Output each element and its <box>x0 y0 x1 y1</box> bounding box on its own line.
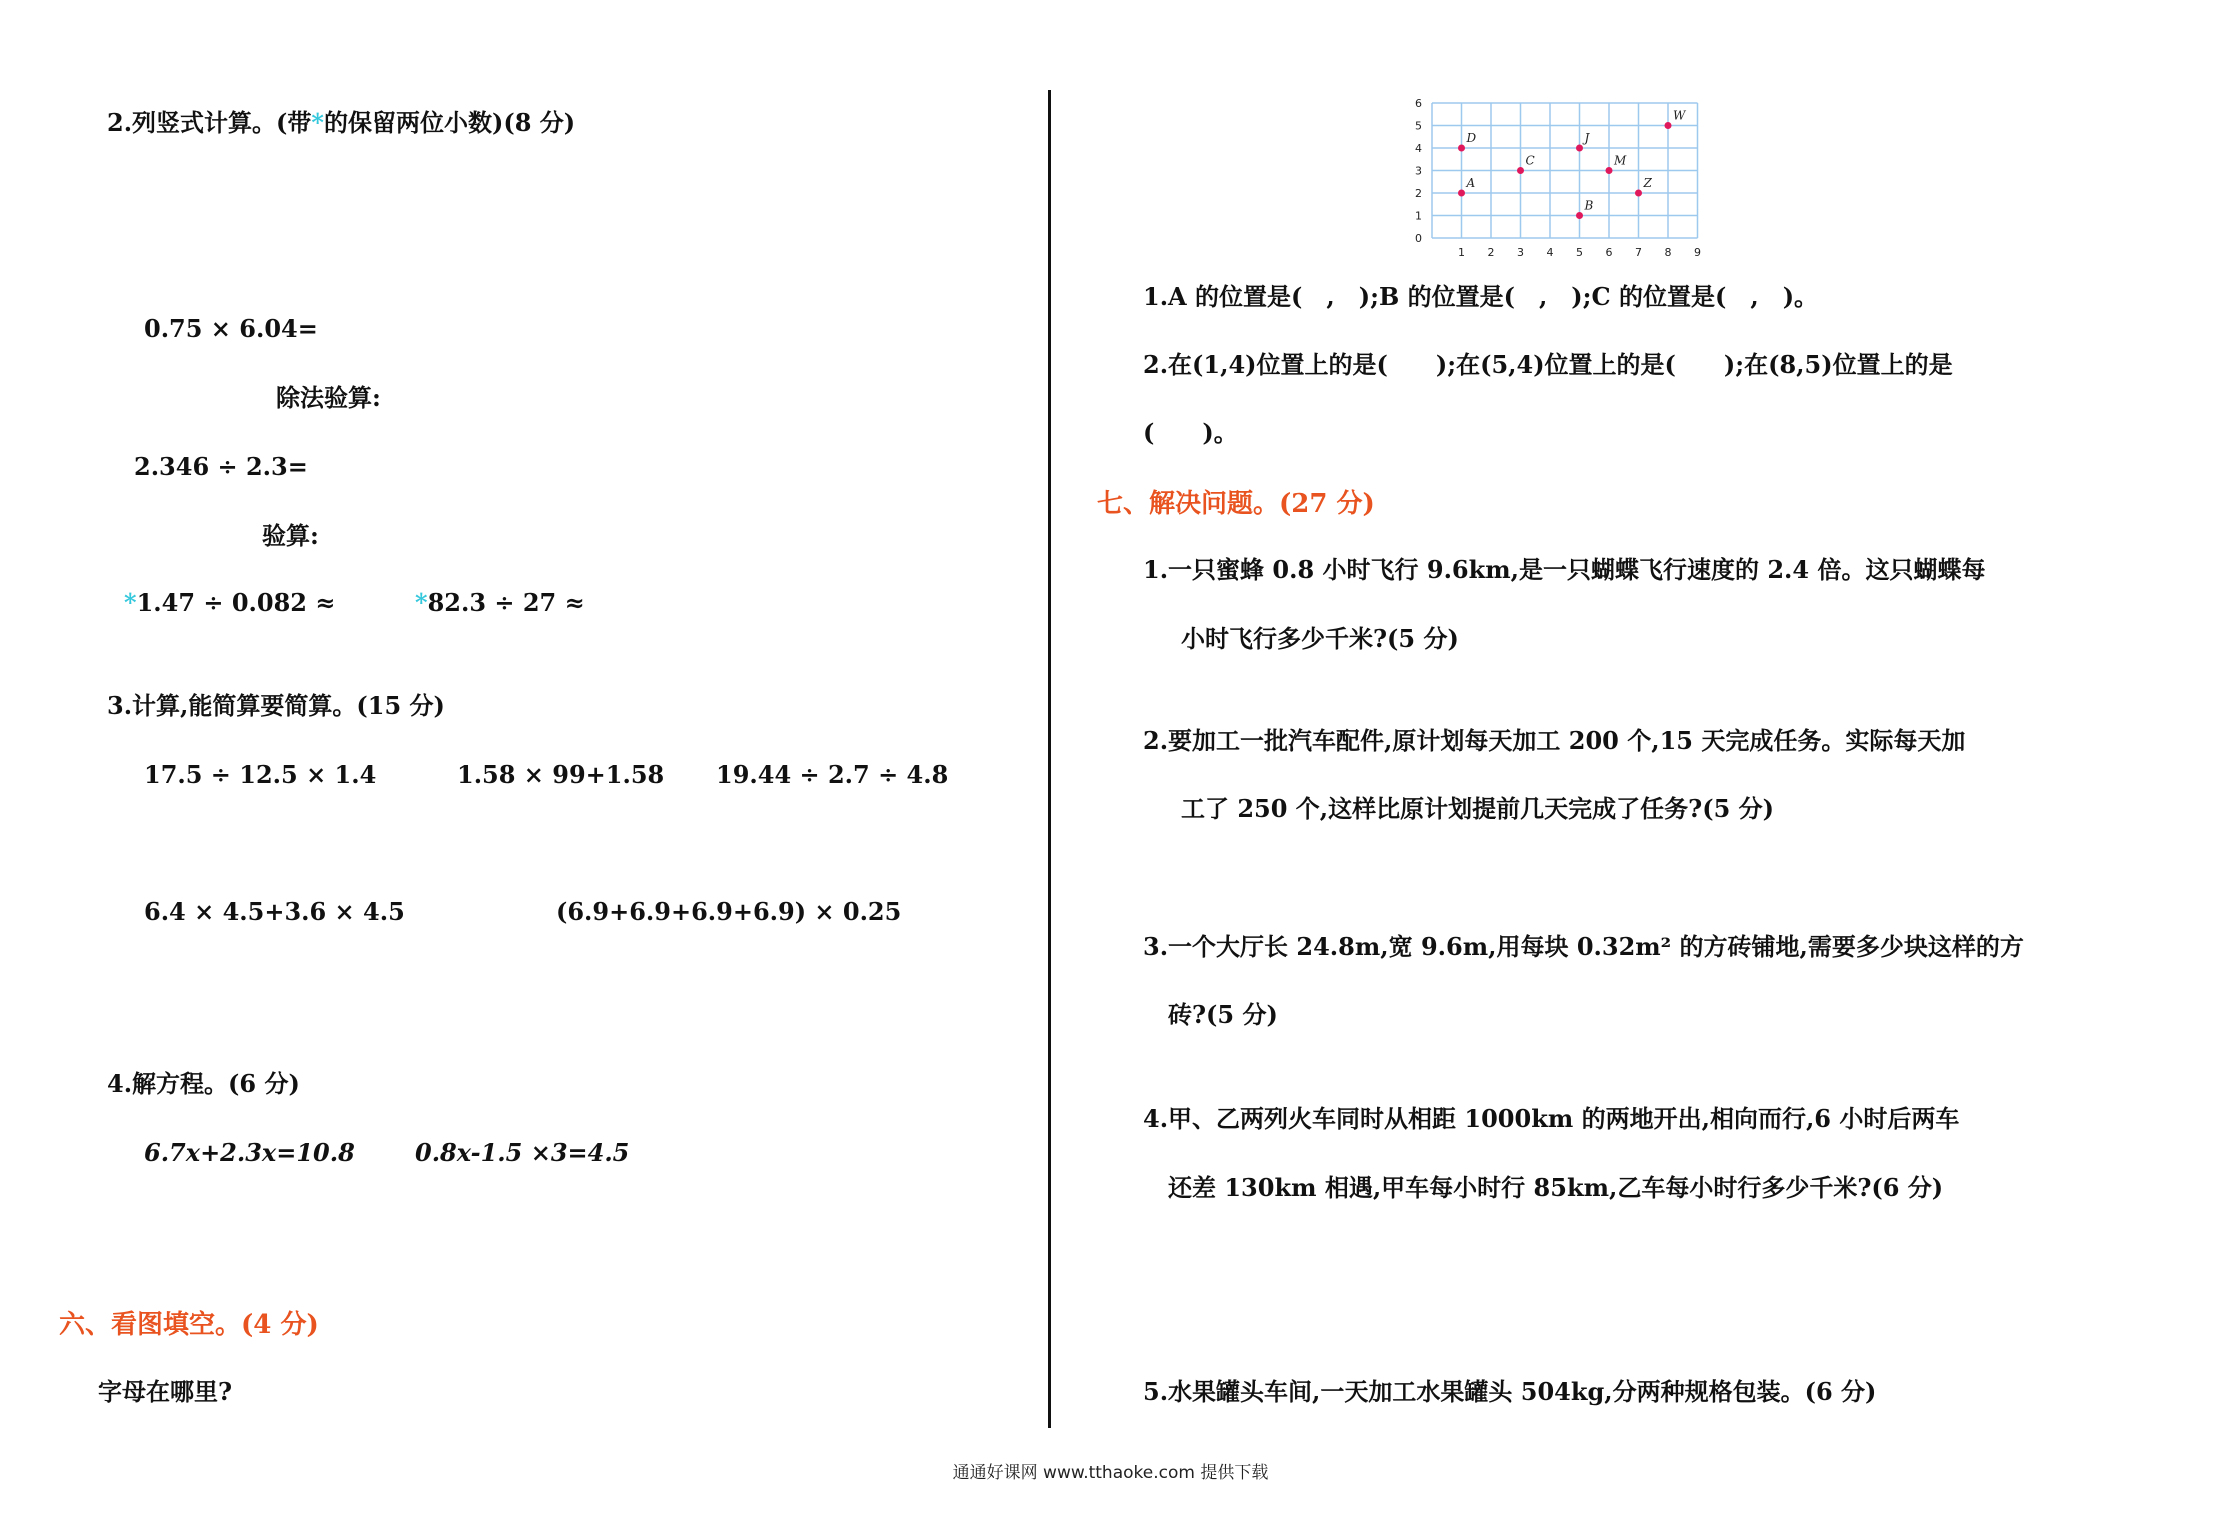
star-mark: * <box>311 108 324 137</box>
q3-title: 3.计算,能简算要简算。(15 分) <box>107 691 445 720</box>
page-footer: 通通好课网 www.tthaoke.com 提供下载 <box>952 1463 1269 1483</box>
y-tick-label: 4 <box>1415 142 1422 155</box>
q2-title <box>107 108 576 137</box>
y-tick-label: 3 <box>1415 164 1422 178</box>
x-tick-label: 7 <box>1635 246 1642 259</box>
x-tick-label: 2 <box>1487 246 1495 259</box>
point-m <box>1606 167 1613 174</box>
point-z <box>1635 190 1642 197</box>
point-a <box>1458 190 1465 197</box>
q2-title-suffix: 的保留两位小数)(8 分) <box>323 108 576 137</box>
y-tick-label: 2 <box>1415 187 1422 200</box>
point-b <box>1576 212 1583 219</box>
point-d <box>1458 145 1465 152</box>
x-tick-label: 4 <box>1546 246 1554 259</box>
calc-expression-3 <box>124 588 336 617</box>
x-tick-label: 5 <box>1576 246 1583 259</box>
problem-3-line-1: 3.一个大厅长 24.8m,宽 9.6m,用每块 0.32m² 的方砖铺地,需要多少块这样的方 <box>1143 932 2024 961</box>
x-tick-label: 6 <box>1605 246 1613 259</box>
point-c <box>1517 167 1524 174</box>
grid-lines <box>1432 103 1698 238</box>
x-tick-label: 9 <box>1694 246 1701 259</box>
simplify-expression-3: 19.44 ÷ 2.7 ÷ 4.8 <box>716 760 949 789</box>
equation-2: 0.8x-1.5 ×3=4.5 <box>415 1138 630 1167</box>
fill-question-2-line-2: ( )。 <box>1143 418 1238 447</box>
problem-2-line-2: 工了 250 个,这样比原计划提前几天完成了任务?(5 分) <box>1181 794 1774 823</box>
q2-title-prefix: 2.列竖式计算。(带 <box>107 108 312 137</box>
check-label: 验算: <box>262 521 319 550</box>
simplify-expression-4: 6.4 × 4.5+3.6 × 4.5 <box>144 897 405 926</box>
point-label-a: A <box>1466 176 1476 190</box>
simplify-expression-1: 17.5 ÷ 12.5 × 1.4 <box>144 760 377 789</box>
star-mark: * <box>415 588 428 617</box>
section-6-title: 六、看图填空。(4 分) <box>59 1310 319 1340</box>
coordinate-grid-chart <box>1405 92 1725 262</box>
section-6-prompt: 字母在哪里? <box>98 1377 233 1406</box>
column-divider <box>1048 90 1051 1428</box>
problem-4-line-2: 还差 130km 相遇,甲车每小时行 85km,乙车每小时行多少千米?(6 分) <box>1168 1173 1944 1202</box>
x-tick-label: 8 <box>1664 246 1672 259</box>
calc-expression-4 <box>415 588 585 617</box>
point-label-j: J <box>1584 131 1590 145</box>
equation-1: 6.7x+2.3x=10.8 <box>144 1138 355 1167</box>
fill-question-2-line-1: 2.在(1,4)位置上的是( );在(5,4)位置上的是( );在(8,5)位置上的是 <box>1143 350 1953 379</box>
x-tick-label: 3 <box>1517 246 1524 259</box>
problem-3-line-2: 砖?(5 分) <box>1168 1000 1278 1029</box>
y-tick-labels <box>1415 97 1422 245</box>
point-label-c: C <box>1525 153 1535 168</box>
point-label-z: Z <box>1643 176 1652 190</box>
y-tick-label: 0 <box>1415 232 1422 245</box>
problem-2-line-1: 2.要加工一批汽车配件,原计划每天加工 200 个,15 天完成任务。实际每天加 <box>1143 726 1966 755</box>
x-tick-label: 1 <box>1458 246 1465 259</box>
calc-expression-4-text: 82.3 ÷ 27 ≈ <box>427 588 585 617</box>
q4-title: 4.解方程。(6 分) <box>107 1069 300 1098</box>
y-tick-label: 5 <box>1415 119 1422 133</box>
star-mark: * <box>124 588 137 617</box>
y-tick-label: 6 <box>1415 97 1422 110</box>
point-label-b: B <box>1584 198 1594 213</box>
calc-expression-1: 0.75 × 6.04= <box>144 314 318 343</box>
calc-expression-3-text: 1.47 ÷ 0.082 ≈ <box>136 588 336 617</box>
x-tick-labels <box>1458 246 1701 259</box>
simplify-expression-2: 1.58 × 99+1.58 <box>457 760 665 789</box>
point-j <box>1576 145 1583 152</box>
section-7-title: 七、解决问题。(27 分) <box>1097 489 1375 519</box>
problem-4-line-1: 4.甲、乙两列火车同时从相距 1000km 的两地开出,相向而行,6 小时后两车 <box>1143 1104 1960 1133</box>
simplify-expression-5: (6.9+6.9+6.9+6.9) × 0.25 <box>556 897 902 926</box>
point-label-m: M <box>1614 153 1627 168</box>
fill-question-1: 1.A 的位置是( , );B 的位置是( , );C 的位置是( , )。 <box>1143 282 1819 311</box>
y-tick-label: 1 <box>1415 209 1422 223</box>
calc-expression-2: 2.346 ÷ 2.3= <box>134 452 308 481</box>
point-label-w: W <box>1673 108 1686 123</box>
problem-1-line-1: 1.一只蜜蜂 0.8 小时飞行 9.6km,是一只蝴蝶飞行速度的 2.4 倍。这只蝴蝶每 <box>1143 555 1986 584</box>
division-check-label: 除法验算: <box>276 383 381 412</box>
point-label-d: D <box>1466 131 1477 145</box>
problem-1-line-2: 小时飞行多少千米?(5 分) <box>1181 624 1459 653</box>
point-w <box>1665 122 1672 129</box>
problem-5-line-1: 5.水果罐头车间,一天加工水果罐头 504kg,分两种规格包装。(6 分) <box>1143 1377 1877 1406</box>
